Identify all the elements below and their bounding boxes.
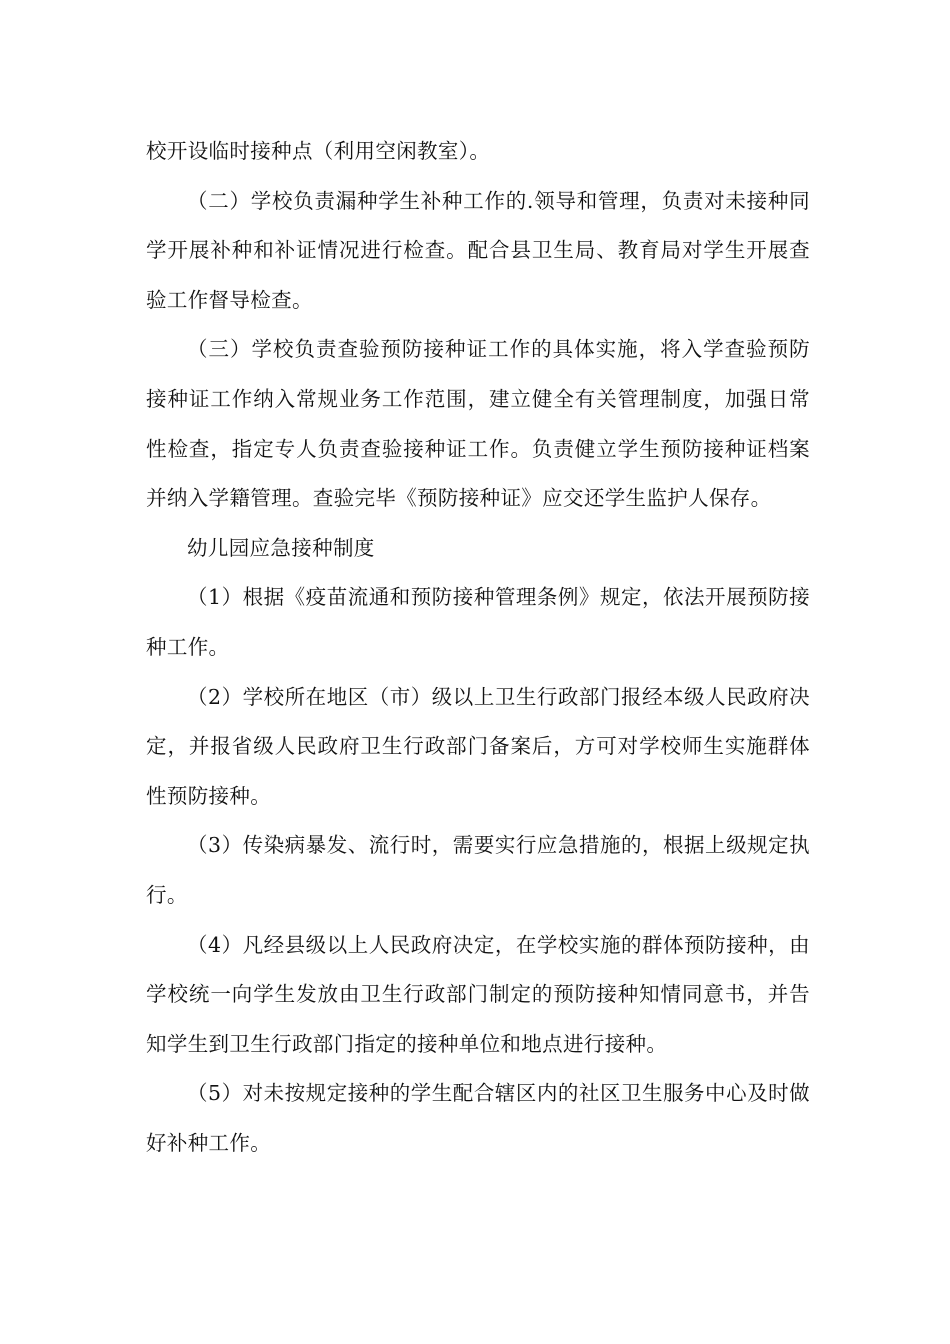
paragraph-rule-5: （5）对未按规定接种的学生配合辖区内的社区卫生服务中心及时做好补种工作。: [146, 1081, 810, 1155]
section-heading: 幼儿园应急接种制度: [187, 535, 375, 560]
paragraph-continuation: 校开设临时接种点（利用空闲教室）。: [146, 139, 491, 163]
paragraph-rule-3: （3）传染病暴发、流行时，需要实行应急措施的，根据上级规定执行。: [146, 833, 810, 907]
document-body: [146, 127, 810, 1168]
paragraph-rule-1: （1）根据《疫苗流通和预防接种管理条例》规定，依法开展预防接种工作。: [146, 585, 810, 659]
paragraph-item-3: （三）学校负责查验预防接种证工作的具体实施，将入学查验预防接种证工作纳入常规业务工作范围，建立健全有关管理制度，加强日常性检查，指定专人负责查验接种证工作。负责健立学生预防接种证档案并纳入学籍管理。查验完毕《预防接种证》应交还学生监护人保存。: [146, 337, 810, 511]
paragraph-item-2: （二）学校负责漏种学生补种工作的.领导和管理，负责对未接种同学开展补种和补证情况进行检查。配合县卫生局、教育局对学生开展查验工作督导检查。: [146, 188, 810, 312]
paragraph-rule-4: （4）凡经县级以上人民政府决定，在学校实施的群体预防接种，由学校统一向学生发放由卫生行政部门制定的预防接种知情同意书，并告知学生到卫生行政部门指定的接种单位和地点进行接种。: [146, 932, 810, 1056]
paragraph-rule-2: （2）学校所在地区（市）级以上卫生行政部门报经本级人民政府决定，并报省级人民政府卫生行政部门备案后，方可对学校师生实施群体性预防接种。: [146, 684, 810, 808]
